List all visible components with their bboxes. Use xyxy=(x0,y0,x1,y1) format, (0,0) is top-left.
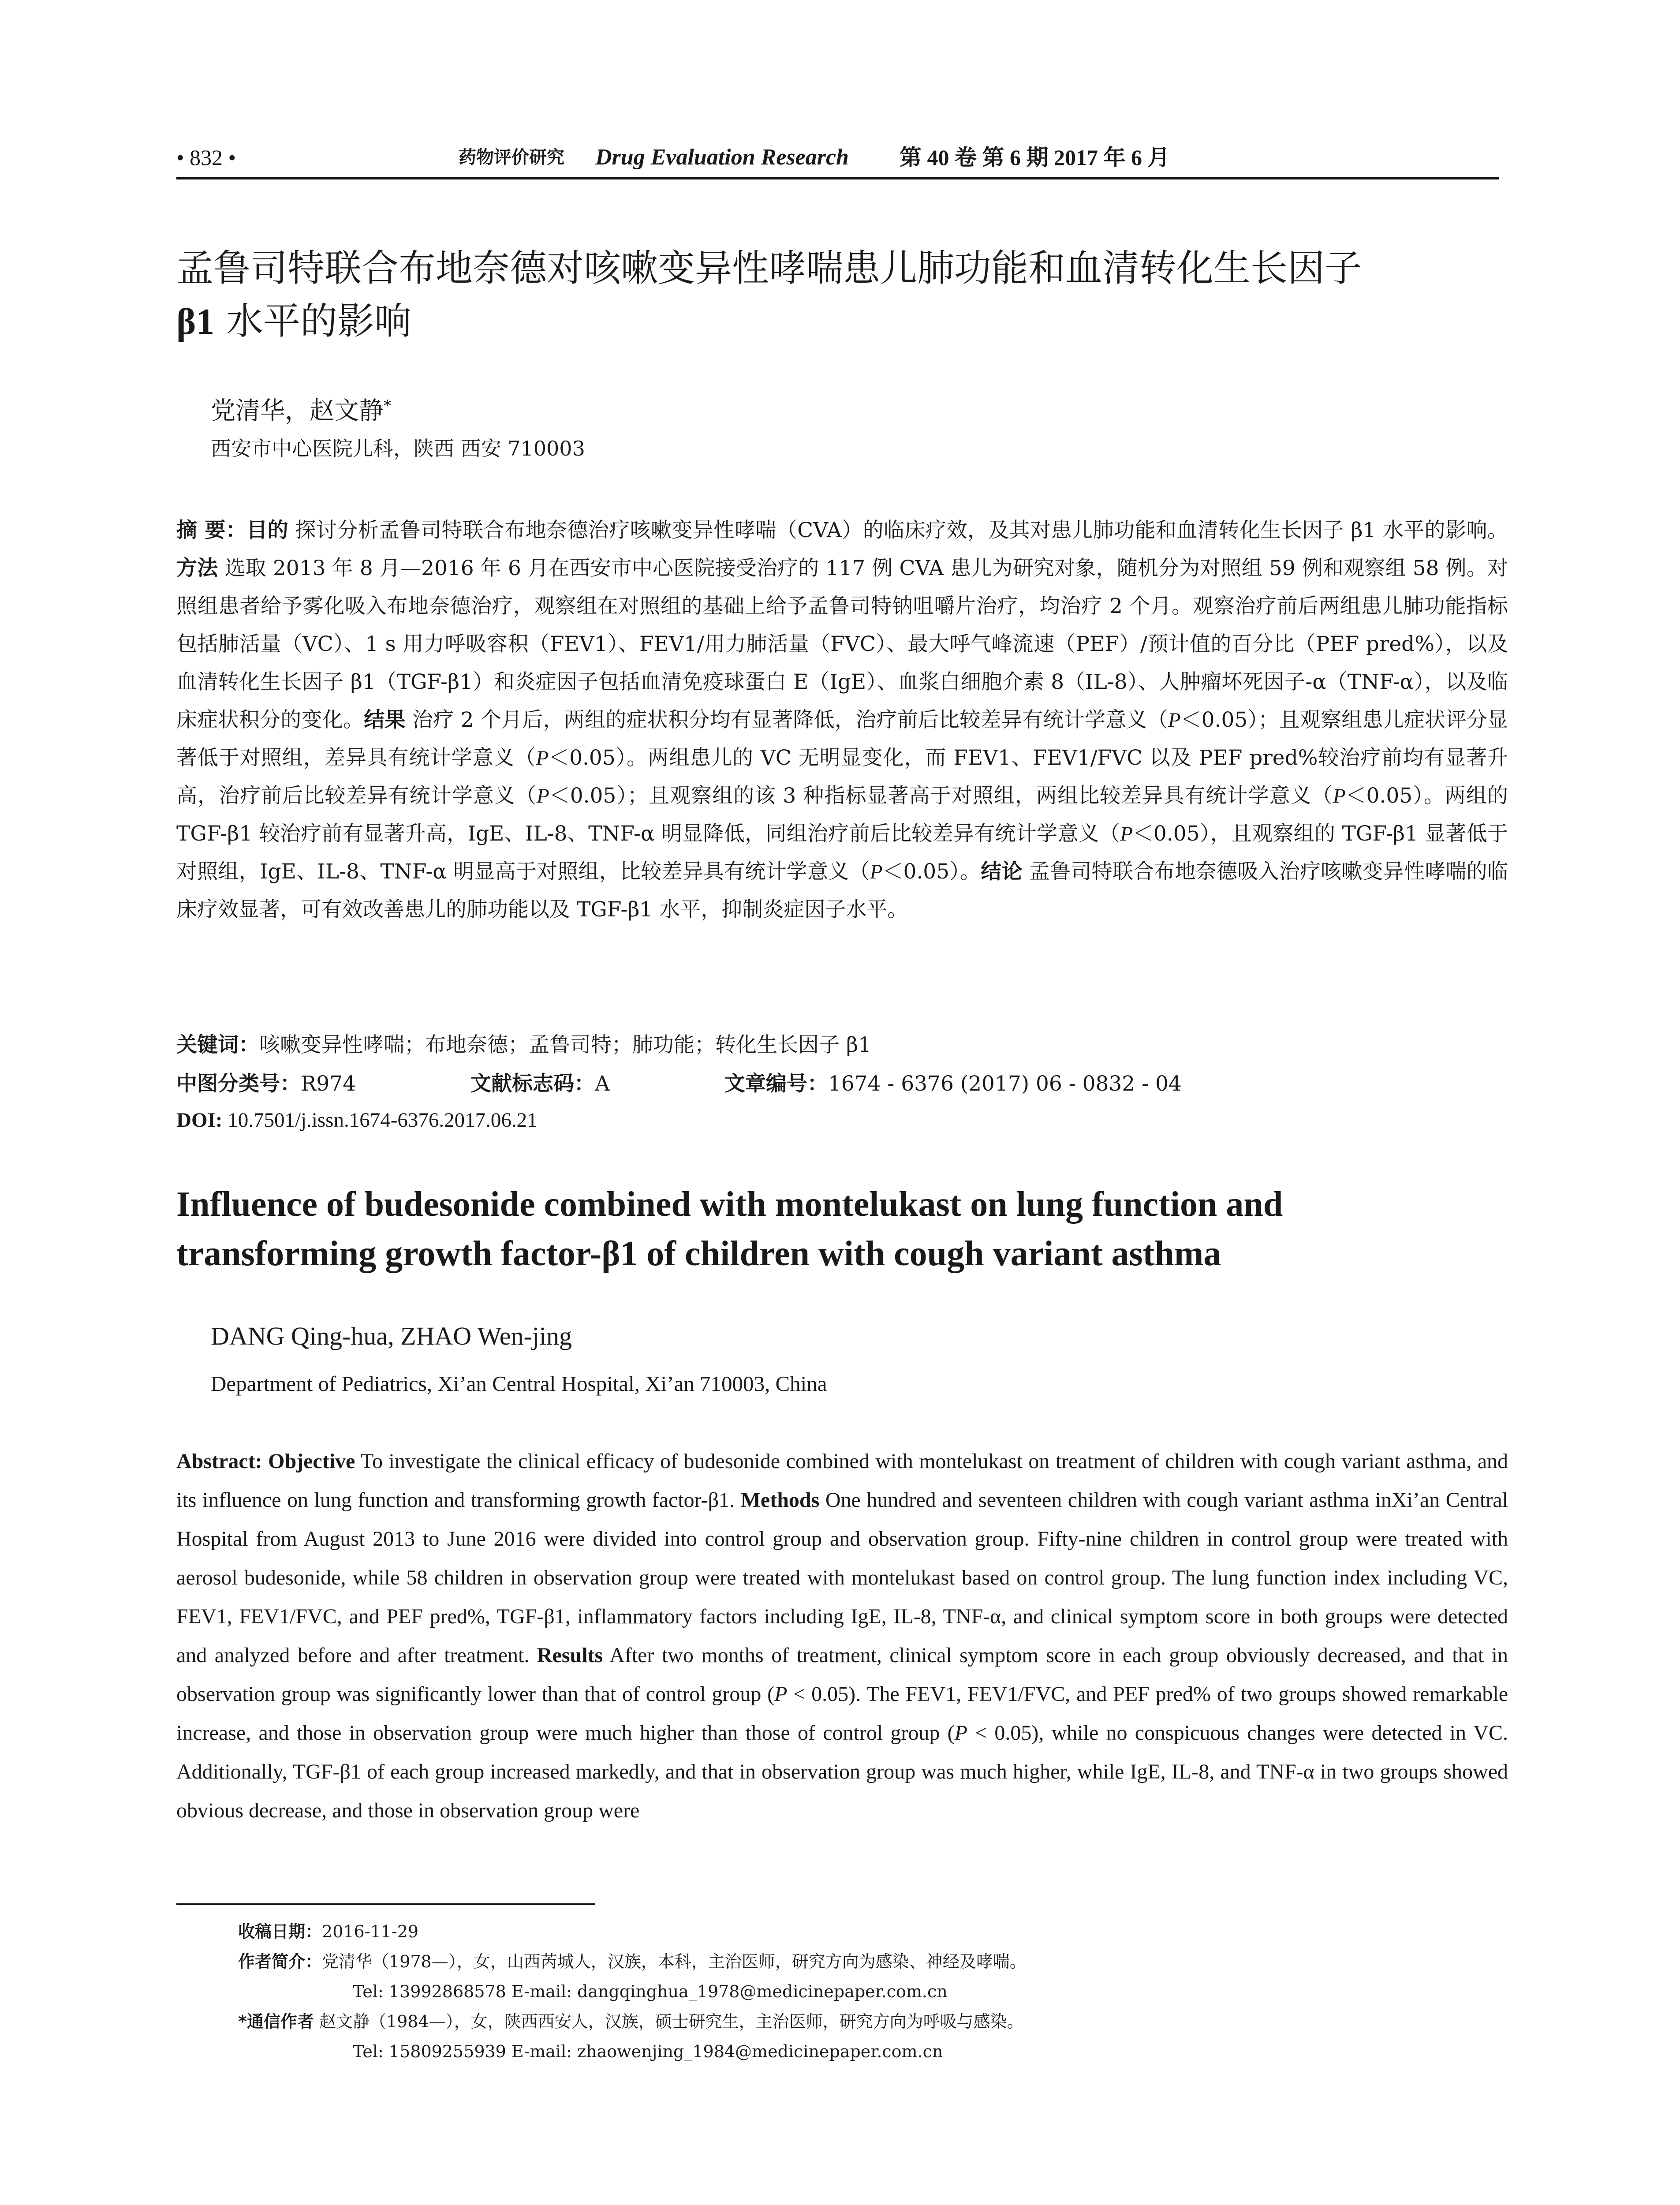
title-cn-line-2: β1 水平的影响 xyxy=(176,299,411,343)
journal-name-cn: 药物评价研究 xyxy=(459,147,564,168)
footnote-author-contact: Tel: 13992868578 E-mail: dangqinghua_1978@medicinepaper.com.cn xyxy=(353,1982,948,2001)
volume-issue: 第 40 卷 第 6 期 2017 年 6 月 xyxy=(900,145,1170,170)
title-en-line-1: Influence of budesonide combined with montelukast on lung function and xyxy=(176,1185,1283,1224)
abstract-cn-label: 摘 要： xyxy=(176,518,247,542)
journal-name-en: Drug Evaluation Research xyxy=(595,145,849,170)
title-cn-line-1: 孟鲁司特联合布地奈德对咳嗽变异性哮喘患儿肺功能和血清转化生长因子 xyxy=(176,247,1362,290)
doi-line: DOI: 10.7501/j.issn.1674-6376.2017.06.21 xyxy=(176,1109,538,1132)
authors-en: DANG Qing-hua, ZHAO Wen-jing xyxy=(211,1322,572,1350)
footnote-rule xyxy=(176,1903,595,1905)
doi-link[interactable]: 10.7501/j.issn.1674-6376.2017.06.21 xyxy=(222,1109,538,1132)
footnote-received: 收稿日期：2016-11-29 xyxy=(238,1922,419,1941)
title-en-line-2: transforming growth factor-β1 of children with cough variant asthma xyxy=(176,1234,1221,1273)
classification-line: 中图分类号：R974 文献标志码：A 文章编号：1674 - 6376 (2017) 06 - 0832 - 04 xyxy=(176,1072,1182,1096)
page-number: • 832 • xyxy=(176,145,236,170)
affiliation-en: Department of Pediatrics, Xi’an Central Hospital, Xi’an 710003, China xyxy=(211,1372,827,1396)
footnote-corresponding: *通信作者 赵文静（1984—），女，陕西西安人，汉族，硕士研究生，主治医师，研究方向为呼吸与感染。 xyxy=(238,2012,1024,2031)
footnote-author-bio: 作者简介：党清华（1978—），女，山西芮城人，汉族，本科，主治医师，研究方向为感染、神经及哮喘。 xyxy=(238,1952,1027,1971)
footnote-corresponding-contact: Tel: 15809255939 E-mail: zhaowenjing_1984@medicinepaper.com.cn xyxy=(353,2042,943,2061)
keywords-cn: 关键词：咳嗽变异性哮喘；布地奈德；孟鲁司特；肺功能；转化生长因子 β1 xyxy=(176,1033,872,1057)
article-title-en xyxy=(176,1180,1508,1278)
affiliation-cn: 西安市中心医院儿科，陕西 西安 710003 xyxy=(211,437,585,460)
authors-cn: 党清华，赵文静* xyxy=(211,396,391,426)
abstract-cn: 摘 要：目的 探讨分析孟鲁司特联合布地奈德治疗咳嗽变异性哮喘（CVA）的临床疗效，及其对患儿肺功能和血清转化生长因子 β1 水平的影响。方法 选取 2013 年 8 月—2016 年 6 月在西安市中心医院接受治疗的 117 例 CVA 患儿为研究对象，随机分为对照组 59 例和观察组 58 例。对照组患者给予雾化吸入布地奈德治疗，观察组在对照组的基础上给予孟鲁司特钠咀嚼片治疗，均治疗 2 个月。观察治疗前后两组患儿肺功能指标包括肺活量（VC）、1 s 用力呼吸容积（FEV1）、FEV1/用力肺活量（FVC）、最大呼气峰流速（PEF）/预计值的百分比（PEF pred%），以及血清转化生长因子 β1（TGF-β1）和炎症因子包括血清免疫球蛋白 E（IgE）、血浆白细胞介素 8（IL-8）、人肿瘤坏死因子-α（TNF-α），以及临床症状积分的变化。结果 治疗 2 个月后，两组的症状积分均有显著降低，治疗前后比较差异有统计学意义（P＜0.05）；且观察组患儿症状评分显著低于对照组，差异具有统计学意义（P＜0.05）。两组患儿的 VC 无明显变化，而 FEV1、FEV1/FVC 以及 PEF pred%较治疗前均有显著升高，治疗前后比较差异有统计学意义（P＜0.05）；且观察组的该 3 种指标显著高于对照组，两组比较差异具有统计学意义（P＜0.05）。两组的 TGF-β1 较治疗前有显著升高，IgE、IL-8、TNF-α 明显降低，同组治疗前后比较差异有统计学意义（P＜0.05），且观察组的 TGF-β1 显著低于对照组，IgE、IL-8、TNF-α 明显高于对照组，比较差异具有统计学意义（P＜0.05）。结论 孟鲁司特联合布地奈德吸入治疗咳嗽变异性哮喘的临床疗效显著，可有效改善患儿的肺功能以及 TGF-β1 水平，抑制炎症因子水平。 xyxy=(176,518,1508,922)
header-rule xyxy=(176,177,1499,179)
running-header xyxy=(176,140,1499,175)
abstract-en-label: Abstract: xyxy=(176,1450,262,1473)
corresponding-mark: * xyxy=(384,397,391,415)
article-title-cn xyxy=(176,242,1508,348)
abstract-en: Abstract: Objective To investigate the clinical efficacy of budesonide combined with montelukast on treatment of children with cough variant asthma, and its influence on lung function and transforming growth factor-β1. Methods One hundred and seventeen children with cough variant asthma inXi’an Central Hospital from August 2013 to June 2016 were divided into control group and observation group. Fifty-nine children in control group were treated with aerosol budesonide, while 58 children in observation group were treated with montelukast based on control group. The lung function index including VC, FEV1, FEV1/FVC, and PEF pred%, TGF-β1, inflammatory factors including IgE, IL-8, TNF-α, and clinical symptom score in both groups were detected and analyzed before and after treatment. Results After two months of treatment, clinical symptom score in each group obviously decreased, and that in observation group was significantly lower than that of control group (P < 0.05). The FEV1, FEV1/FVC, and PEF pred% of two groups showed remarkable increase, and those in observation group were much higher than those of control group (P < 0.05), while no conspicuous changes were detected in VC. Additionally, TGF-β1 of each group increased markedly, and that in observation group was much higher, while IgE, IL-8, and TNF-α in two groups showed obvious decrease, and those in observation group were xyxy=(176,1450,1508,1822)
